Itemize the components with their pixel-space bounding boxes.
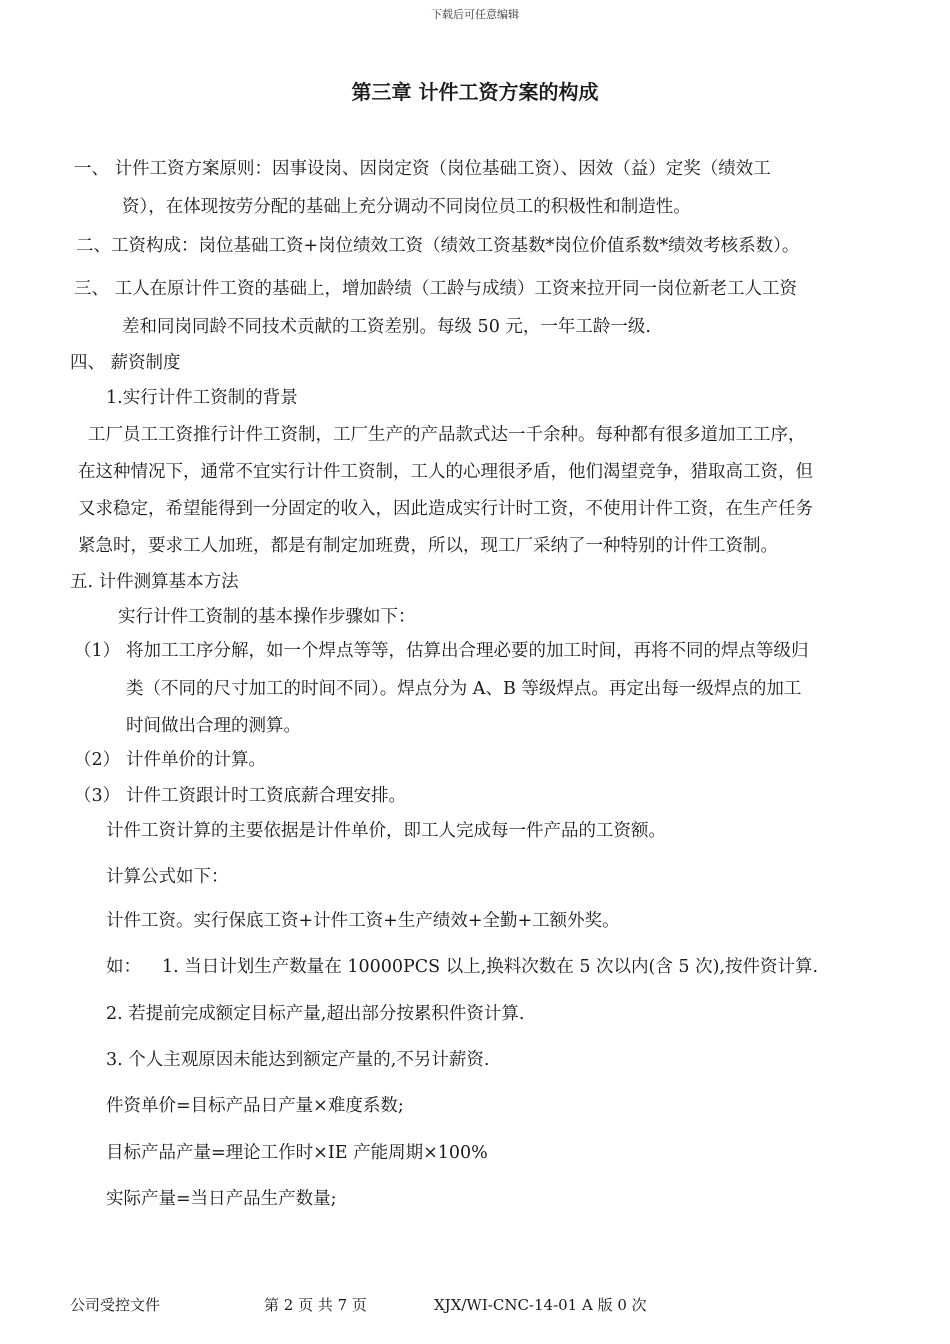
section4-body-line: 工厂员工工资推行计件工资制，工厂生产的产品款式达一千余种。每种都有很多道加工工序， (88, 425, 806, 445)
item2-number: （2） (74, 750, 121, 770)
section4-body-line: 紧急时，要求工人加班，都是有制定加班费，所以，现工厂采纳了一种特别的计件工资制。 (78, 536, 778, 556)
section4-heading: 四、 薪资制度 (70, 353, 181, 373)
item1-number: （1） (74, 641, 121, 661)
item1-line1: 将加工工序分解，如一个焊点等等，估算出合理必要的加工时间，再将不同的焊点等级归 (126, 641, 809, 661)
section3-line2: 差和同岗同龄不同技术贡献的工资差别。每级 50 元，一年工龄一级. (122, 317, 651, 337)
item3-number: （3） (74, 786, 121, 806)
section1-line1: 一、 计件工资方案原则：因事设岗、因岗定资（岗位基础工资）、因效（益）定奖（绩效工 (74, 159, 771, 179)
section1-line2: 资），在体现按劳分配的基础上充分调动不同岗位员工的积极性和制造性。 (122, 197, 691, 217)
section5-heading: 五. 计件测算基本方法 (70, 572, 239, 592)
rule-2: 2. 若提前完成额定目标产量,超出部分按累积件资计算. (106, 1004, 525, 1024)
item3-text: 计件工资跟计时工资底薪合理安排。 (126, 786, 406, 806)
header-note: 下载后可任意编辑 (431, 8, 519, 21)
formula-label: 计算公式如下： (106, 867, 229, 887)
example-prefix: 如： (106, 957, 141, 977)
page-title: 第三章 计件工资方案的构成 (351, 80, 599, 104)
rule-3: 3. 个人主观原因未能达到额定产量的,不另计薪资. (106, 1050, 490, 1070)
footer-page-number: 第 2 页 共 7 页 (264, 1296, 367, 1314)
footer-company: 公司受控文件 (70, 1296, 161, 1314)
rule-1: 1. 当日计划生产数量在 10000PCS 以上,换料次数在 5 次以内(含 5 次),按件资计算. (162, 957, 819, 977)
section4-subheading: 1.实行计件工资制的背景 (106, 388, 298, 408)
basis-text: 计件工资计算的主要依据是计件单价，即工人完成每一件产品的工资额。 (106, 821, 666, 841)
section3-line1: 三、 工人在原计件工资的基础上，增加龄绩（工龄与成绩）工资来拉开同一岗位新老工人工资 (74, 279, 798, 299)
actual-output-formula: 实际产量=当日产品生产数量; (106, 1189, 337, 1209)
section4-body-line: 又求稳定，希望能得到一分固定的收入，因此造成实行计时工资，不使用计件工资，在生产任务 (78, 499, 813, 519)
footer-doc-code: XJX/WI-CNC-14-01 A 版 0 次 (434, 1296, 647, 1314)
section2-line1: 二、工资构成：岗位基础工资+岗位绩效工资（绩效工资基数*岗位价值系数*绩效考核系数）。 (76, 236, 800, 256)
item1-line3: 时间做出合理的测算。 (126, 716, 301, 736)
item1-line2: 类（不同的尺寸加工的时间不同）。焊点分为 A、B 等级焊点。再定出每一级焊点的加工 (126, 679, 802, 699)
formula-text: 计件工资。实行保底工资+计件工资+生产绩效+全勤+工额外奖。 (106, 911, 620, 931)
section4-body-line: 在这种情况下，通常不宜实行计件工资制，工人的心理很矛盾，他们渴望竞争，猎取高工资，但 (78, 462, 813, 482)
unit-price-formula: 件资单价=目标产品日产量×难度系数; (106, 1096, 404, 1116)
section5-intro: 实行计件工资制的基本操作步骤如下： (118, 607, 416, 627)
item2-text: 计件单价的计算。 (126, 750, 266, 770)
target-output-formula: 目标产品产量=理论工作时×IE 产能周期×100% (106, 1143, 488, 1163)
